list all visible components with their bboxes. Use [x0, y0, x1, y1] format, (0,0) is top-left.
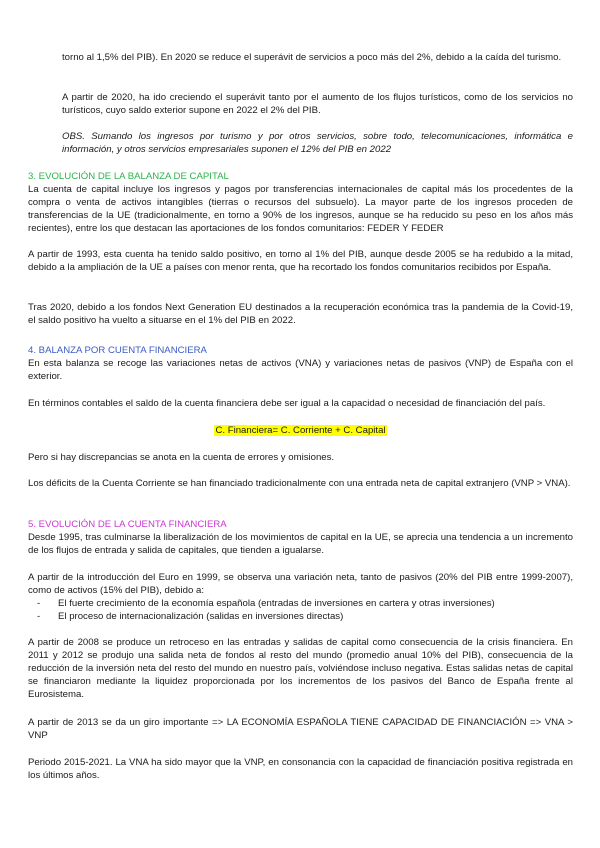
- formula-line: [28, 424, 573, 437]
- section-5-paragraph-5: Periodo 2015-2021. La VNA ha sido mayor que la VNP, en consonancia con la capacidad de financiación positiva registrada en los últimos años.: [28, 757, 573, 781]
- section-5-paragraph-4: A partir de 2013 se da un giro importante => LA ECONOMÍA ESPAÑOLA TIENE CAPACIDAD DE FINANCIACIÓN => VNA > VNP: [28, 717, 573, 741]
- section-5-paragraph-1: Desde 1995, tras culminarse la liberalización de los movimientos de capital en la UE, se aprecia una tendencia a un incremento de los flujos de entrada y salida de capitales, que tienden a igualarse.: [28, 532, 573, 556]
- section-4-paragraph-3: Pero si hay discrepancias se anota en la cuenta de errores y omisiones.: [28, 452, 335, 463]
- intro-paragraph-1: torno al 1,5% del PIB). En 2020 se reduce el superávit de servicios a poco más del 2%, debido a la caída del turismo.: [62, 52, 562, 63]
- section-5-heading: 5. EVOLUCIÓN DE LA CUENTA FINANCIERA: [28, 519, 227, 530]
- section-3-paragraph-3: Tras 2020, debido a los fondos Next Generation EU destinados a la recuperación económica tras la pandemia de la Covid-19, el saldo positivo ha vuelto a situarse en el 1% del PIB en 2022.: [28, 302, 573, 326]
- section-4-heading: 4. BALANZA POR CUENTA FINANCIERA: [28, 345, 207, 356]
- section-3-paragraph-2: A partir de 1993, esta cuenta ha tenido saldo positivo, en torno al 1% del PIB, aunque desde 2005 se ha redubido a la mitad, debido a la ampliación de la UE a países con menor renta, que ha recortado los fondos comunitarios recibidos por España.: [28, 249, 573, 273]
- section-5-paragraph-2: A partir de la introducción del Euro en 1999, se observa una variación neta, tanto de pasivos (20% del PIB entre 1999-2007), como de activos (15% del PIB), debido a:: [28, 572, 573, 596]
- section-3-heading: 3. EVOLUCIÓN DE LA BALANZA DE CAPITAL: [28, 171, 229, 182]
- section-3-paragraph-1: La cuenta de capital incluye los ingresos y pagos por transferencias internacionales de capital más los procedentes de la compra o venta de activos intangibles (tierras o recursos del subsuelo). La mayor parte de los ingresos proceden de transferencias de la UE (tradicionalmente, en torno a 90% de los ingresos, aunque se ha reducido su peso en los años más recientes), entre los que destacan las aportaciones de los fondos comunitarios: FEDER Y FEDER: [28, 184, 573, 234]
- intro-paragraph-2: A partir de 2020, ha ido creciendo el superávit tanto por el aumento de los flujos turísticos, como de los servicios no turísticos, cuyo saldo exterior supone en 2022 el 2% del PIB.: [62, 92, 573, 116]
- section-5-paragraph-3: A partir de 2008 se produce un retroceso en las entradas y salidas de capital como consecuencia de la crisis financiera. En 2011 y 2012 se produjo una salida neta de fondos al resto del mundo (promedio anual 10% del PIB), consecuencia de la reducción de la inversión neta del resto del mundo en nuestro país, volviéndose incluso negativa. Estas salidas netas de capital se financiaron mediante la liquidez proporcionada por los incrementos de los pasivos del Banco de España frente al Eurosistema.: [28, 637, 573, 700]
- formula-highlight: C. Financiera= C. Corriente + C. Capital: [215, 425, 386, 436]
- section-4-paragraph-4: Los déficits de la Cuenta Corriente se han financiado tradicionalmente con una entrada neta de capital extranjero (VNP > VNA).: [28, 478, 571, 489]
- section-5-bullet-list: [28, 597, 573, 623]
- list-item: - El fuerte crecimiento de la economía española (entradas de inversiones en cartera y otras inversiones): [28, 597, 573, 610]
- list-item: - El proceso de internacionalización (salidas en inversiones directas): [28, 610, 573, 623]
- section-4-paragraph-1: En esta balanza se recoge las variaciones netas de activos (VNA) y variaciones netas de pasivos (VNP) de España con el exterior.: [28, 358, 573, 382]
- section-4-paragraph-2: En términos contables el saldo de la cuenta financiera debe ser igual a la capacidad o necesidad de financiación del país.: [28, 398, 546, 409]
- obs-paragraph: OBS. Sumando los ingresos por turismo y por otros servicios, sobre todo, telecomunicaciones, informática e información, y otros servicios empresariales suponen el 12% del PIB en 2022: [62, 131, 573, 155]
